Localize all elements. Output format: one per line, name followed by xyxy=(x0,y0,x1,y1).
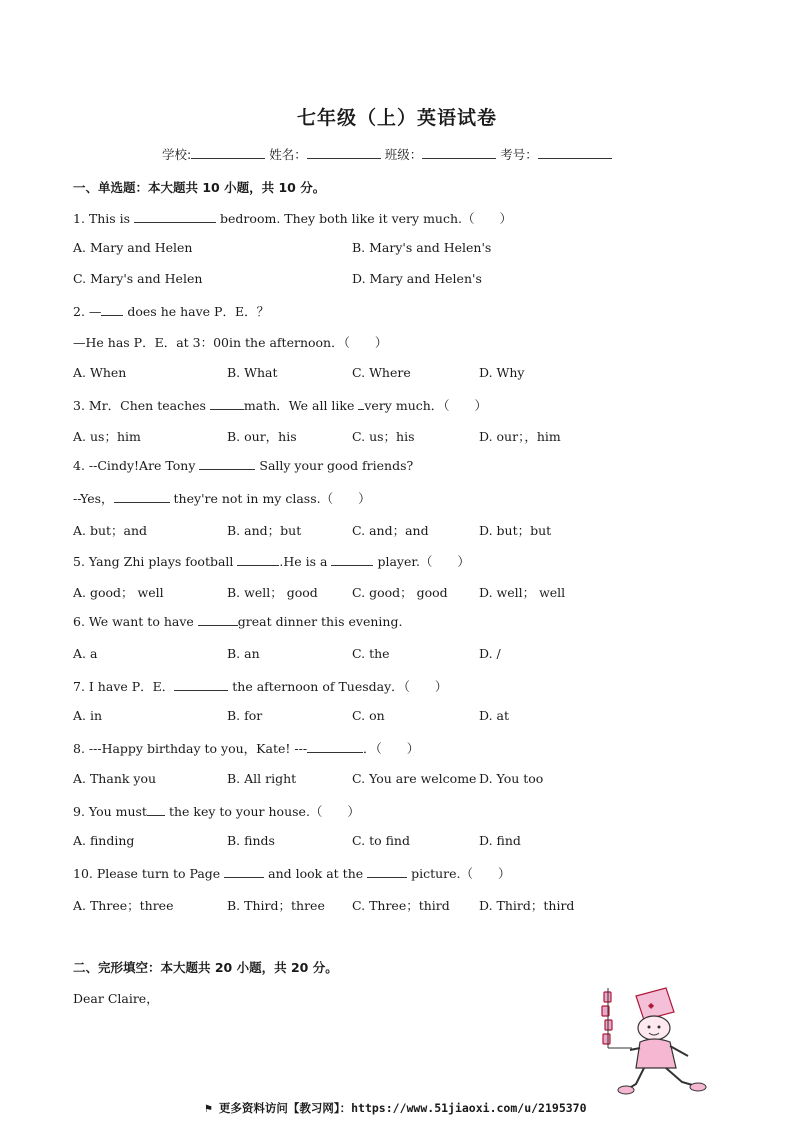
option-b: B. our，his xyxy=(227,429,297,444)
option-a: A. Mary and Helen xyxy=(73,240,193,255)
class-label: 班级： xyxy=(384,147,423,162)
question-10-stem: 10. Please turn to Page and look at the picture.（ ） xyxy=(73,866,511,881)
option-d: D. Third；third xyxy=(479,898,575,913)
option-b: B. for xyxy=(227,708,263,723)
option-b: B. What xyxy=(227,365,278,380)
question-10-options xyxy=(73,896,723,912)
option-a: A. Thank you xyxy=(73,771,157,786)
question-2-stem: 2. — does he have P．E．？ xyxy=(73,304,270,319)
school-label: 学校: xyxy=(162,147,192,162)
option-d: D. Why xyxy=(479,365,525,380)
page-title: 七年级（上）英语试卷 xyxy=(296,107,497,129)
question-1-options-row2 xyxy=(73,271,723,287)
option-a: A. finding xyxy=(73,833,135,848)
answer-blank xyxy=(331,554,373,566)
option-d: D. Mary and Helen's xyxy=(352,271,482,286)
name-label: 姓名： xyxy=(269,147,307,162)
option-a: A. Three；three xyxy=(73,898,174,913)
question-9-options xyxy=(73,833,723,849)
question-5-stem: 5. Yang Zhi plays football .He is a player.（ ） xyxy=(73,554,470,569)
question-1-options-row1 xyxy=(73,240,723,256)
answer-blank xyxy=(307,741,363,753)
question-8-stem: 8. ---Happy birthday to you，Kate! --- ．（ ） xyxy=(73,741,420,756)
question-8-options xyxy=(73,771,723,787)
option-a: A. but；and xyxy=(73,523,148,538)
option-c: C. and；and xyxy=(352,523,429,538)
question-3-stem: 3. Mr．Chen teaches math．We all like very much．（ ） xyxy=(73,398,488,413)
section2-heading: 二、完形填空：本大题共 20 小题，共 20 分。 xyxy=(73,960,338,975)
answer-blank xyxy=(174,679,228,691)
class-blank xyxy=(422,146,496,159)
mascot-illustration xyxy=(596,986,726,1098)
option-a: A. us；him xyxy=(73,429,141,444)
question-3-options xyxy=(73,427,723,443)
option-c: C. good； good xyxy=(352,585,448,600)
option-c: C. to find xyxy=(352,833,410,848)
option-c: C. Where xyxy=(352,365,411,380)
question-2-line2: —He has P．E．at 3：00in the afternoon．（ ） xyxy=(73,335,388,350)
option-b: B. Mary's and Helen's xyxy=(352,240,492,255)
footer-text: 更多资料访问【教习网】：https://www.51jiaoxi.com/u/2195370 xyxy=(218,1101,587,1115)
answer-blank xyxy=(224,866,264,878)
question-5-options xyxy=(73,583,723,599)
option-d: D. but；but xyxy=(479,523,552,538)
question-4-stem: 4. --Cindy!Are Tony Sally your good friends? xyxy=(73,458,414,473)
option-a: A. a xyxy=(73,646,98,661)
answer-blank xyxy=(210,398,244,410)
question-6-options xyxy=(73,646,723,662)
option-d: D. well； well xyxy=(479,585,566,600)
option-d: D. find xyxy=(479,833,521,848)
option-d: D. our；，him xyxy=(479,429,561,444)
answer-blank xyxy=(134,211,216,223)
question-7-options xyxy=(73,708,723,724)
answer-blank xyxy=(199,458,255,470)
option-b: B. an xyxy=(227,646,260,661)
option-c: C. on xyxy=(352,708,385,723)
question-4-line2: --Yes， they're not in my class.（ ） xyxy=(73,491,371,506)
letter-greeting: Dear Claire， xyxy=(73,991,159,1006)
option-a: A. good； well xyxy=(73,585,164,600)
option-a: A. in xyxy=(73,708,103,723)
option-d: D. / xyxy=(479,646,501,661)
answer-blank xyxy=(237,554,279,566)
option-b: B. and；but xyxy=(227,523,302,538)
name-blank xyxy=(307,146,381,159)
footer-link[interactable] xyxy=(205,1100,587,1116)
question-6-stem: 6. We want to have great dinner this evening. xyxy=(73,614,403,629)
option-c: C. Mary's and Helen xyxy=(73,271,203,286)
number-blank xyxy=(538,146,612,159)
answer-blank xyxy=(147,804,165,816)
answer-blank xyxy=(367,866,407,878)
option-c: C. Three；third xyxy=(352,898,450,913)
flag-icon: ⚑ xyxy=(205,1101,219,1115)
option-d: D. at xyxy=(479,708,509,723)
option-b: B. Third；three xyxy=(227,898,325,913)
school-blank xyxy=(191,146,265,159)
option-c: C. You are welcome xyxy=(352,771,477,786)
question-4-options xyxy=(73,521,723,537)
option-c: C. us；his xyxy=(352,429,415,444)
option-a: A. When xyxy=(73,365,127,380)
answer-blank xyxy=(101,304,123,316)
answer-blank xyxy=(198,614,238,626)
number-label: 考号： xyxy=(500,147,538,162)
section1-heading: 一、单选题：本大题共 10 小题，共 10 分。 xyxy=(73,180,326,195)
option-b: B. finds xyxy=(227,833,275,848)
svg-text:◆: ◆ xyxy=(648,1001,655,1010)
option-b: B. well； good xyxy=(227,585,318,600)
answer-blank xyxy=(114,491,170,503)
option-d: D. You too xyxy=(479,771,544,786)
question-7-stem: 7. I have P．E． the afternoon of Tuesday．（ ） xyxy=(73,679,448,694)
option-c: C. the xyxy=(352,646,390,661)
student-info-line xyxy=(162,145,616,163)
question-2-options xyxy=(73,365,723,381)
option-b: B. All right xyxy=(227,771,297,786)
question-9-stem: 9. You must the key to your house.（ ） xyxy=(73,804,360,819)
question-1-stem: 1. This is bedroom. They both like it very much.（ ） xyxy=(73,211,512,226)
